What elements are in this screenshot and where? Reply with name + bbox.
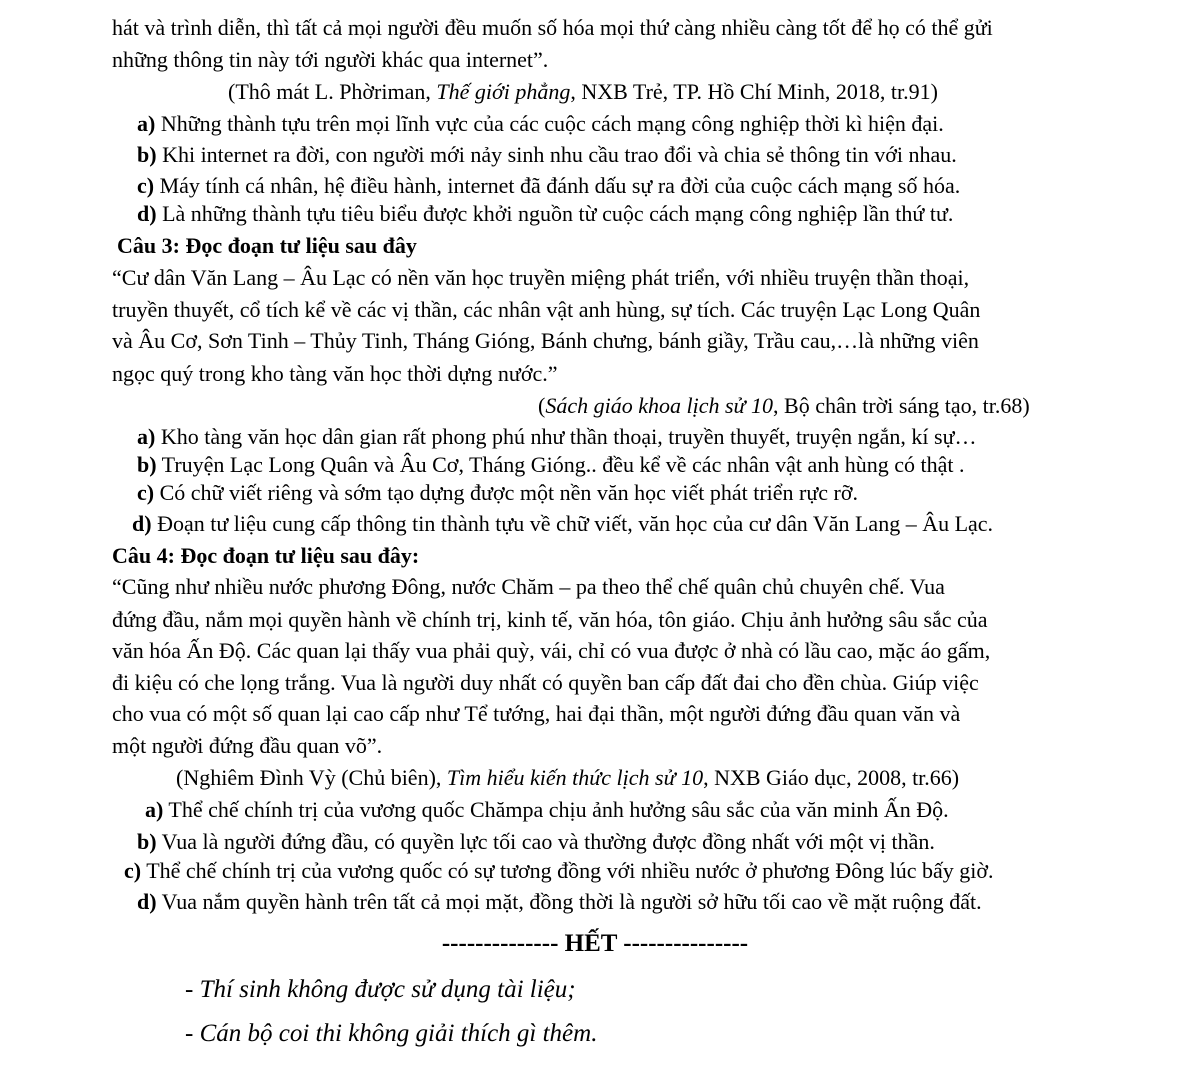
passage-line: và Âu Cơ, Sơn Tinh – Thủy Tinh, Tháng Gióng, Bánh chưng, bánh giầy, Trầu cau,…là những viên bbox=[112, 328, 979, 353]
citation-text: (Thô mát L. Phờriman, bbox=[228, 79, 437, 104]
option-text: Đoạn tư liệu cung cấp thông tin thành tựu về chữ viết, văn học của cư dân Văn Lang – Âu Lạc. bbox=[151, 511, 994, 536]
answer-option-d bbox=[132, 508, 993, 539]
option-text: Vua là người đứng đầu, có quyền lực tối cao và thường được đồng nhất với một vị thần. bbox=[156, 829, 935, 854]
passage-line: hát và trình diễn, thì tất cả mọi người đều muốn số hóa mọi thứ càng nhiều càng tốt để họ có thể gửi bbox=[112, 15, 993, 40]
source-citation bbox=[228, 76, 938, 107]
option-text: Thể chế chính trị của vương quốc Chămpa chịu ảnh hưởng sâu sắc của văn minh Ấn Độ. bbox=[163, 797, 949, 822]
source-citation bbox=[176, 762, 959, 793]
option-label: b) bbox=[137, 829, 157, 854]
citation-text: ( bbox=[538, 393, 546, 418]
passage-line: văn hóa Ấn Độ. Các quan lại thấy vua phải quỳ, vái, chỉ có vua được ở nhà có lầu cao, mặc áo gấm, bbox=[112, 638, 991, 663]
question-3-heading: Câu 3: Đọc đoạn tư liệu sau đây bbox=[117, 233, 417, 258]
option-label: a) bbox=[145, 797, 164, 822]
passage-line: cho vua có một số quan lại cao cấp như Tể tướng, hai đại thần, một người đứng đầu quan văn và bbox=[112, 701, 961, 726]
passage-line: đứng đầu, nắm mọi quyền hành về chính trị, kinh tế, văn hóa, tôn giáo. Chịu ảnh hưởng sâu sắc của bbox=[112, 607, 988, 632]
passage-line: “Cũng như nhiều nước phương Đông, nước Chăm – pa theo thể chế quân chủ chuyên chế. Vua bbox=[112, 574, 945, 599]
option-text: Truyện Lạc Long Quân và Âu Cơ, Tháng Gióng.. đều kể về các nhân vật anh hùng có thật . bbox=[156, 452, 965, 477]
answer-option-a bbox=[137, 421, 977, 452]
option-label: b) bbox=[137, 452, 157, 477]
option-text: Thể chế chính trị của vương quốc có sự tương đồng với nhiều nước ở phương Đông lúc bấy giờ. bbox=[141, 858, 994, 883]
passage-line: “Cư dân Văn Lang – Âu Lạc có nền văn học truyền miệng phát triển, với nhiều truyện thần thoại, bbox=[112, 265, 970, 290]
answer-option-c bbox=[137, 170, 960, 201]
passage-line: truyền thuyết, cổ tích kể về các vị thần, các nhân vật anh hùng, sự tích. Các truyện Lạc Long Quân bbox=[112, 297, 981, 322]
option-label: b) bbox=[137, 142, 157, 167]
source-citation bbox=[538, 390, 1030, 421]
citation-book-title: Sách giáo khoa lịch sử 10 bbox=[545, 393, 774, 418]
exam-note: - Cán bộ coi thi không giải thích gì thêm. bbox=[185, 1020, 598, 1047]
citation-book-title: Thế giới phẳng bbox=[436, 79, 571, 104]
answer-option-c bbox=[124, 855, 994, 886]
option-label: d) bbox=[132, 511, 152, 536]
citation-text: , NXB Giáo dục, 2008, tr.66) bbox=[703, 765, 960, 790]
option-label: d) bbox=[137, 201, 157, 226]
answer-option-b bbox=[137, 826, 935, 857]
option-label: a) bbox=[137, 424, 156, 449]
option-label: c) bbox=[124, 858, 142, 883]
option-text: Vua nắm quyền hành trên tất cả mọi mặt, đồng thời là người sở hữu tối cao về mặt ruộng đất. bbox=[156, 889, 982, 914]
option-text: Khi internet ra đời, con người mới nảy sinh nhu cầu trao đổi và chia sẻ thông tin với nhau. bbox=[156, 142, 957, 167]
option-text: Có chữ viết riêng và sớm tạo dựng được một nền văn học viết phát triển rực rỡ. bbox=[154, 480, 859, 505]
option-text: Kho tàng văn học dân gian rất phong phú như thần thoại, truyền thuyết, truyện ngắn, kí sự… bbox=[155, 424, 977, 449]
option-label: a) bbox=[137, 111, 156, 136]
option-text: Là những thành tựu tiêu biểu được khởi nguồn từ cuộc cách mạng công nghiệp lần thứ tư. bbox=[156, 201, 954, 226]
passage-line: đi kiệu có che lọng trắng. Vua là người duy nhất có quyền ban cấp đất đai cho đền chùa. Giúp việc bbox=[112, 670, 979, 695]
citation-book-title: Tìm hiểu kiến thức lịch sử 10 bbox=[446, 765, 704, 790]
answer-option-b bbox=[137, 449, 965, 480]
option-text: Những thành tựu trên mọi lĩnh vực của các cuộc cách mạng công nghiệp thời kì hiện đại. bbox=[155, 111, 944, 136]
answer-option-a bbox=[137, 108, 944, 139]
answer-option-a bbox=[145, 794, 949, 825]
passage-line: những thông tin này tới người khác qua internet”. bbox=[112, 47, 549, 72]
option-label: d) bbox=[137, 889, 157, 914]
end-mark: -------------- HẾT --------------- bbox=[441, 930, 749, 957]
citation-text: (Nghiêm Đình Vỳ (Chủ biên), bbox=[176, 765, 447, 790]
question-4-heading: Câu 4: Đọc đoạn tư liệu sau đây: bbox=[112, 543, 420, 568]
passage-line: ngọc quý trong kho tàng văn học thời dựng nước.” bbox=[112, 361, 558, 386]
passage-line: một người đứng đầu quan võ”. bbox=[112, 733, 383, 758]
option-label: c) bbox=[137, 173, 155, 198]
exam-note: - Thí sinh không được sử dụng tài liệu; bbox=[185, 976, 576, 1003]
answer-option-b bbox=[137, 139, 957, 170]
option-text: Máy tính cá nhân, hệ điều hành, internet đã đánh dấu sự ra đời của cuộc cách mạng số hóa. bbox=[154, 173, 961, 198]
option-label: c) bbox=[137, 480, 155, 505]
answer-option-d bbox=[137, 886, 982, 917]
answer-option-d bbox=[137, 198, 953, 229]
citation-text: , NXB Trẻ, TP. Hồ Chí Minh, 2018, tr.91) bbox=[570, 79, 938, 104]
answer-option-c bbox=[137, 477, 858, 508]
citation-text: , Bộ chân trời sáng tạo, tr.68) bbox=[773, 393, 1030, 418]
